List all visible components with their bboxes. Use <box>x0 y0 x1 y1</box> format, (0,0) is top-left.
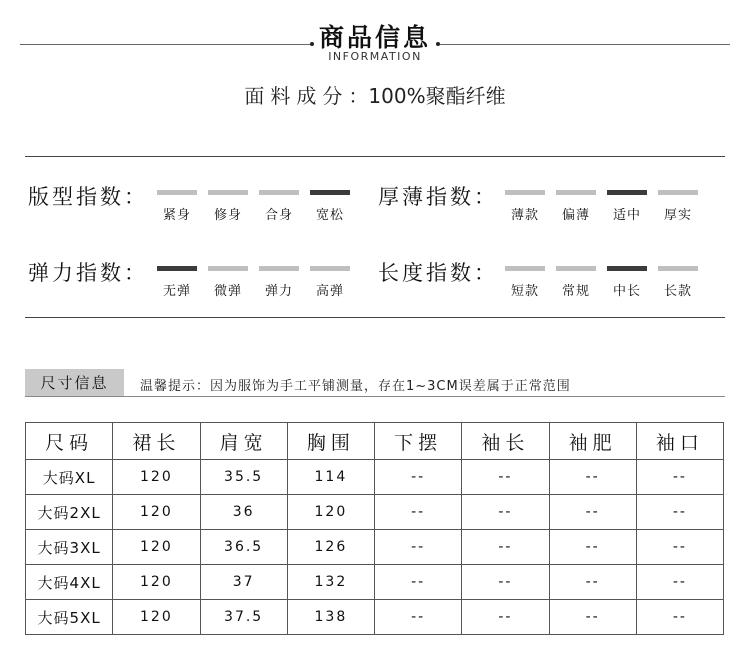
cell-sleeve-width: -- <box>549 565 636 600</box>
thickness-option-2-label: 偏薄 <box>561 208 590 223</box>
cell-bust: 132 <box>287 565 374 600</box>
length-option-3 <box>607 266 647 299</box>
thickness-option-3-label: 适中 <box>612 208 641 223</box>
table-row <box>26 565 724 600</box>
cell-skirt-length: 120 <box>113 530 200 565</box>
fit-option-4-bar <box>310 190 350 195</box>
cell-sleeve-width: -- <box>549 460 636 495</box>
cell-sleeve-length: -- <box>462 600 549 635</box>
thickness-option-4-bar <box>658 190 698 195</box>
cell-sleeve-length: -- <box>462 495 549 530</box>
fabric-label: 面料成分 <box>244 84 349 108</box>
page-subtitle: INFORMATION <box>328 50 422 63</box>
length-option-4-label: 长款 <box>663 284 692 299</box>
col-header-bust: 胸围 <box>287 423 374 460</box>
col-header-sleeve-length: 袖长 <box>462 423 549 460</box>
table-row <box>26 600 724 635</box>
cell-cuff: -- <box>636 460 723 495</box>
fit-option-2 <box>208 190 248 223</box>
cell-bust: 138 <box>287 600 374 635</box>
index-label-fit: 版型指数： <box>28 185 148 209</box>
thickness-option-4 <box>658 190 698 223</box>
index-label-thickness: 厚薄指数： <box>378 185 498 209</box>
cell-shoulder: 36.5 <box>200 530 287 565</box>
cell-shoulder: 35.5 <box>200 460 287 495</box>
fit-option-1 <box>157 190 197 223</box>
length-option-1 <box>505 266 545 299</box>
fit-option-3-bar <box>259 190 299 195</box>
section-divider-top <box>25 156 725 157</box>
length-option-4 <box>658 266 698 299</box>
fit-option-1-label: 紧身 <box>162 208 191 223</box>
table-row <box>26 460 724 495</box>
length-option-2 <box>556 266 596 299</box>
col-header-cuff: 袖口 <box>636 423 723 460</box>
col-header-shoulder: 肩宽 <box>200 423 287 460</box>
fit-option-2-bar <box>208 190 248 195</box>
fit-option-4-label: 宽松 <box>315 208 344 223</box>
cell-cuff: -- <box>636 530 723 565</box>
index-label-elasticity: 弹力指数： <box>28 261 148 285</box>
cell-size: 大码5XL <box>26 600 113 635</box>
elasticity-option-3 <box>259 266 299 299</box>
size-table-header <box>26 423 724 460</box>
cell-sleeve-length: -- <box>462 460 549 495</box>
cell-sleeve-width: -- <box>549 600 636 635</box>
cell-sleeve-width: -- <box>549 530 636 565</box>
elasticity-option-4 <box>310 266 350 299</box>
elasticity-option-1 <box>157 266 197 299</box>
cell-hem: -- <box>375 495 462 530</box>
table-row <box>26 530 724 565</box>
cell-sleeve-length: -- <box>462 530 549 565</box>
cell-bust: 126 <box>287 530 374 565</box>
thickness-option-1-bar <box>505 190 545 195</box>
length-option-3-label: 中长 <box>612 284 641 299</box>
elasticity-option-3-bar <box>259 266 299 271</box>
elasticity-option-1-label: 无弹 <box>162 284 191 299</box>
cell-cuff: -- <box>636 495 723 530</box>
cell-size: 大码4XL <box>26 565 113 600</box>
size-info-tab: 尺寸信息 <box>25 369 124 397</box>
elasticity-option-2 <box>208 266 248 299</box>
cell-size: 大码2XL <box>26 495 113 530</box>
thickness-option-2 <box>556 190 596 223</box>
cell-sleeve-length: -- <box>462 565 549 600</box>
size-info-tip: 温馨提示：因为服饰为手工平铺测量，存在1~3CM误差属于正常范围 <box>140 379 571 394</box>
cell-hem: -- <box>375 600 462 635</box>
cell-sleeve-width: -- <box>549 495 636 530</box>
col-header-hem: 下摆 <box>375 423 462 460</box>
fit-option-1-bar <box>157 190 197 195</box>
cell-hem: -- <box>375 565 462 600</box>
elasticity-option-4-bar <box>310 266 350 271</box>
col-header-size: 尺码 <box>26 423 113 460</box>
elasticity-option-1-bar <box>157 266 197 271</box>
length-option-2-bar <box>556 266 596 271</box>
cell-skirt-length: 120 <box>113 600 200 635</box>
fabric-composition <box>0 80 750 109</box>
thickness-option-3-bar <box>607 190 647 195</box>
length-option-1-label: 短款 <box>510 284 539 299</box>
thickness-option-1 <box>505 190 545 223</box>
cell-hem: -- <box>375 530 462 565</box>
cell-shoulder: 36 <box>200 495 287 530</box>
fit-option-2-label: 修身 <box>213 208 242 223</box>
cell-bust: 114 <box>287 460 374 495</box>
cell-size: 大码XL <box>26 460 113 495</box>
table-row <box>26 495 724 530</box>
thickness-option-1-label: 薄款 <box>510 208 539 223</box>
cell-cuff: -- <box>636 600 723 635</box>
size-table <box>25 422 724 635</box>
elasticity-option-4-label: 高弹 <box>315 284 344 299</box>
length-option-3-bar <box>607 266 647 271</box>
col-header-sleeve-width: 袖肥 <box>549 423 636 460</box>
cell-size: 大码3XL <box>26 530 113 565</box>
cell-hem: -- <box>375 460 462 495</box>
length-option-1-bar <box>505 266 545 271</box>
index-label-length: 长度指数： <box>378 261 498 285</box>
length-option-4-bar <box>658 266 698 271</box>
cell-shoulder: 37.5 <box>200 600 287 635</box>
cell-cuff: -- <box>636 565 723 600</box>
cell-skirt-length: 120 <box>113 565 200 600</box>
size-info-rule <box>25 396 725 397</box>
section-divider-bottom <box>25 317 725 318</box>
cell-shoulder: 37 <box>200 565 287 600</box>
page-title: 商品信息 <box>318 23 431 52</box>
elasticity-option-2-label: 微弹 <box>213 284 242 299</box>
fit-option-3 <box>259 190 299 223</box>
elasticity-option-2-bar <box>208 266 248 271</box>
cell-skirt-length: 120 <box>113 495 200 530</box>
fabric-value: ：100%聚酯纤维 <box>348 84 506 108</box>
cell-bust: 120 <box>287 495 374 530</box>
thickness-option-2-bar <box>556 190 596 195</box>
fit-option-4 <box>310 190 350 223</box>
elasticity-option-3-label: 弹力 <box>264 284 293 299</box>
cell-skirt-length: 120 <box>113 460 200 495</box>
length-option-2-label: 常规 <box>561 284 590 299</box>
col-header-skirt-length: 裙长 <box>113 423 200 460</box>
fit-option-3-label: 合身 <box>264 208 293 223</box>
thickness-option-3 <box>607 190 647 223</box>
thickness-option-4-label: 厚实 <box>663 208 692 223</box>
